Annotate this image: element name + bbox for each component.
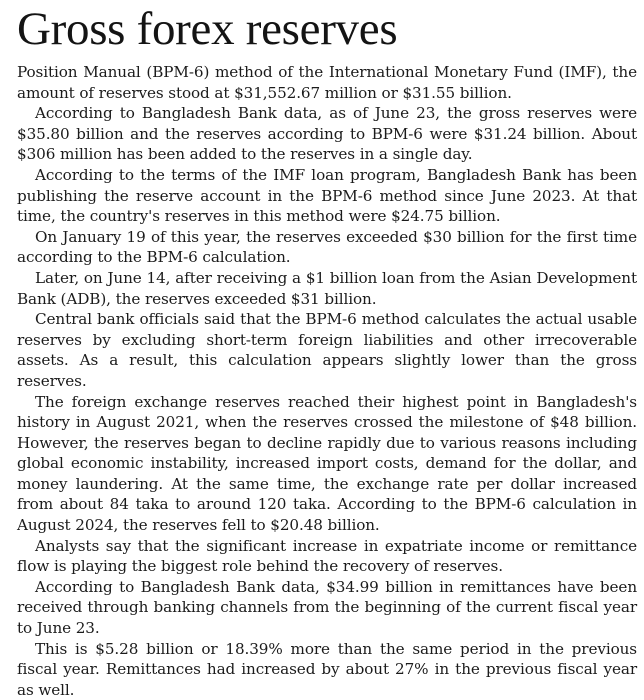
paragraph: Position Manual (BPM-6) method of the International Monetary Fund (IMF), the amount of reserves stood at $31,552.67 million or $31.55 billion. xyxy=(17,63,637,102)
paragraph: According to Bangladesh Bank data, as of June 23, the gross reserves were $35.80 billion and the reserves according to BPM-6 were $31.24 billion. About $306 million has been added to the reserves in a single day. xyxy=(17,104,637,164)
paragraph: Central bank officials said that the BPM-6 method calculates the actual usable reserves by excluding short-term foreign liabilities and other irrecoverable assets. As a result, this calculation appears slightly lower than the gross reserves. xyxy=(17,310,637,390)
paragraph: According to Bangladesh Bank data, $34.99 billion in remittances have been received through banking channels from the beginning of the current fiscal year to June 23. xyxy=(17,577,637,638)
paragraph: Analysts say that the significant increase in expatriate income or remittance flow is playing the biggest role behind the recovery of reserves. xyxy=(17,536,637,576)
paragraph: On January 19 of this year, the reserves exceeded $30 billion for the first time according to the BPM-6 calculation. xyxy=(17,227,637,267)
paragraph: This is $5.28 billion or 18.39% more than the same period in the previous fiscal year. Remittances had increased by about 27% in the previous fiscal year as well. xyxy=(17,639,637,699)
article xyxy=(17,0,637,700)
paragraph: Later, on June 14, after receiving a $1 billion loan from the Asian Development Bank (ADB), the reserves exceeded $31 billion. xyxy=(17,268,637,308)
headline: Gross forex reserves xyxy=(17,3,398,55)
paragraph: According to the terms of the IMF loan program, Bangladesh Bank has been publishing the reserve account in the BPM-6 method since June 2023. At that time, the country's reserves in this method were $24.75 billion. xyxy=(17,165,637,226)
paragraph: The foreign exchange reserves reached their highest point in Bangladesh's history in August 2021, when the reserves crossed the milestone of $48 billion. However, the reserves began to decline rapidly due to various reasons including global economic instability, increased import costs, demand for the dollar, and money laundering. At the same time, the exchange rate per dollar increased from about 84 taka to around 120 taka. According to the BPM-6 calculation in August 2024, the reserves fell to $20.48 billion. xyxy=(17,392,637,535)
